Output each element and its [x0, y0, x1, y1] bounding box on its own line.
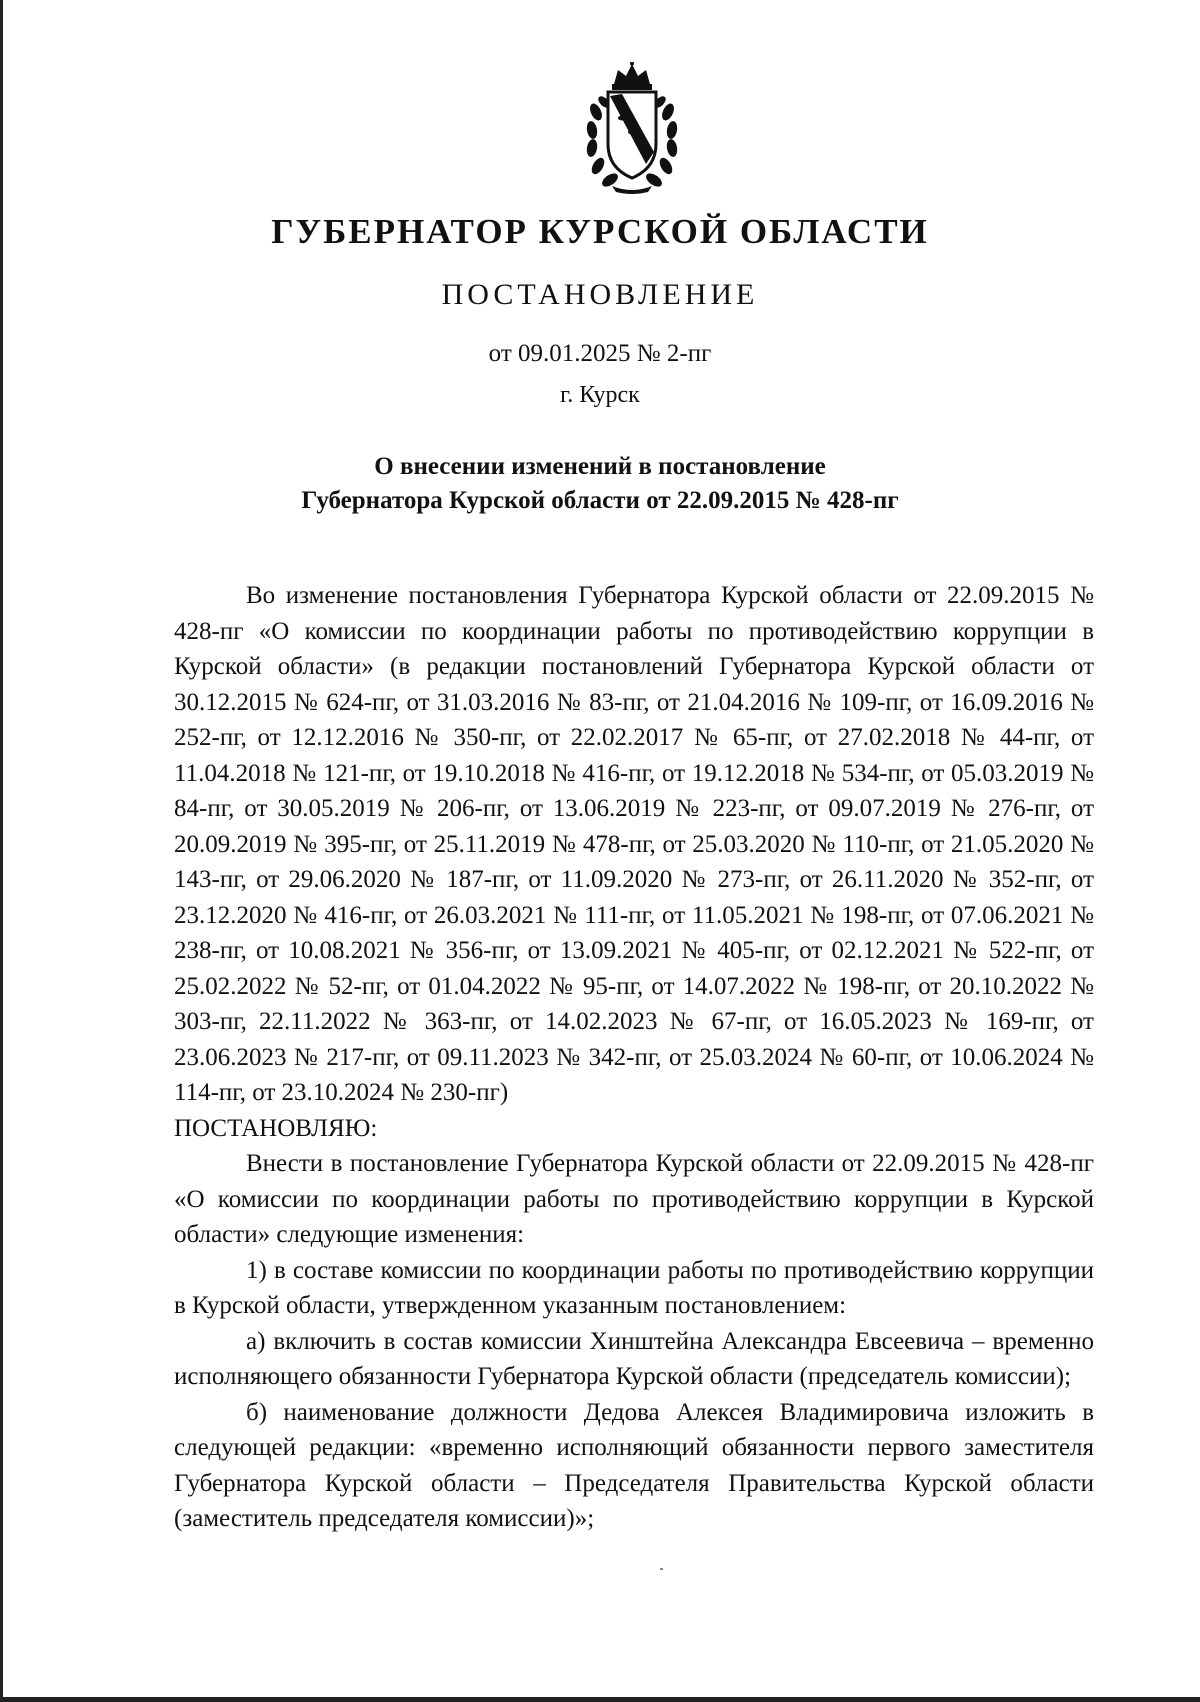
- subject-line-1: О внесении изменений в постановление: [374, 453, 826, 480]
- decree-city: г. Курск: [560, 382, 640, 408]
- kursk-coat-of-arms-icon: [582, 62, 682, 194]
- decree-body: [174, 578, 1094, 1537]
- preamble-paragraph: Во изменение постановления Губернатора Курской области от 22.09.2015 № 428-пг «О комиссии по координации работы по противодействию коррупции в Курской области» (в редакции постановлений Губернатора Курской области от 30.12.2015 № 624-пг, от 31.03.2016 № 83-пг, от 21.04.2016 № 109-пг, от 16.09.2016 № 252-пг, от 12.12.2016 № 350-пг, от 22.02.2017 № 65-пг, от 27.02.2018 № 44-пг, от 11.04.2018 № 121-пг, от 19.10.2018 № 416-пг, от 19.12.2018 № 534-пг, от 05.03.2019 № 84-пг, от 30.05.2019 № 206-пг, от 13.06.2019 № 223-пг, от 09.07.2019 № 276-пг, от 20.09.2019 № 395-пг, от 25.11.2019 № 478-пг, от 25.03.2020 № 110-пг, от 21.05.2020 № 143-пг, от 29.06.2020 № 187-пг, от 11.09.2020 № 273-пг, от 26.11.2020 № 352-пг, от 23.12.2020 № 416-пг, от 26.03.2021 № 111-пг, от 11.05.2021 № 198-пг, от 07.06.2021 № 238-пг, от 10.08.2021 № 356-пг, от 13.09.2021 № 405-пг, от 02.12.2021 № 522-пг, от 25.02.2022 № 52-пг, от 01.04.2022 № 95-пг, от 14.07.2022 № 198-пг, от 20.10.2022 № 303-пг, 22.11.2022 № 363-пг, от 14.02.2023 № 67-пг, от 16.05.2023 № 169-пг, от 23.06.2023 № 217-пг, от 09.11.2023 № 342-пг, от 25.03.2024 № 60-пг, от 10.06.2024 № 114-пг, от 23.10.2024 № 230-пг): [174, 582, 1094, 1106]
- scan-artifact: [660, 1568, 663, 1570]
- scan-border-left: [0, 0, 3, 1702]
- item-1a-paragraph: а) включить в состав комиссии Хинштейна Александра Евсеевича – временно исполняющего обязанности Губернатора Курской области (председатель комиссии);: [174, 1327, 1094, 1390]
- resolve-word: ПОСТАНОВЛЯЮ:: [174, 1114, 378, 1142]
- intro-paragraph: Внести в постановление Губернатора Курской области от 22.09.2015 № 428-пг «О комиссии по координации работы по противодействию коррупции в Курской области» следующие изменения:: [174, 1150, 1094, 1248]
- decree-subject: [0, 450, 1200, 518]
- item-1-paragraph: 1) в составе комиссии по координации работы по противодействию коррупции в Курской области, утвержденном указанным постановлением:: [174, 1256, 1094, 1319]
- subject-line-2: Губернатора Курской области от 22.09.2015 № 428-пг: [301, 487, 899, 514]
- document-type: ПОСТАНОВЛЕНИЕ: [441, 278, 759, 311]
- decree-date-number: от 09.01.2025 № 2-пг: [488, 340, 712, 367]
- item-1b-paragraph: б) наименование должности Дедова Алексея Владимировича изложить в следующей редакции: «временно исполняющий обязанности первого заместителя Губернатора Курской области – Председателя Правительства Курской области (заместитель председателя комиссии)»;: [174, 1398, 1094, 1532]
- scan-border-bottom: [0, 1697, 1200, 1702]
- issuing-authority: ГУБЕРНАТОР КУРСКОЙ ОБЛАСТИ: [271, 212, 929, 251]
